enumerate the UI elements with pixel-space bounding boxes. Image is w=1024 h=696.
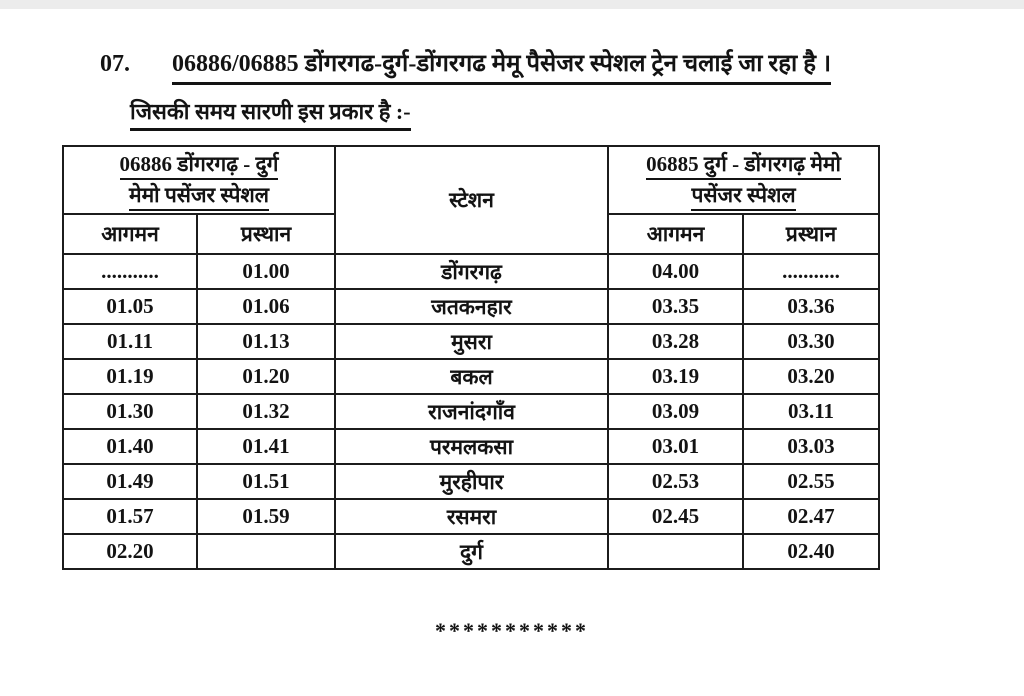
time-cell: 01.49	[63, 464, 197, 499]
station-cell: बकल	[335, 359, 608, 394]
time-cell: 01.51	[197, 464, 335, 499]
train-06886-header	[63, 146, 335, 214]
station-cell: राजनांदगाँव	[335, 394, 608, 429]
time-cell: ...........	[63, 254, 197, 289]
time-cell: 02.53	[608, 464, 743, 499]
time-cell: 01.13	[197, 324, 335, 359]
time-cell: 01.30	[63, 394, 197, 429]
station-cell: मुरहीपार	[335, 464, 608, 499]
left-departure-header: प्रस्थान	[197, 214, 335, 254]
time-cell: 02.45	[608, 499, 743, 534]
right-arrival-header: आगमन	[608, 214, 743, 254]
time-cell	[608, 534, 743, 569]
notice-heading-row	[100, 46, 980, 85]
footer-asterisks: ***********	[435, 618, 589, 643]
train-timetable	[62, 145, 880, 570]
scan-edge-strip	[0, 0, 1024, 9]
time-cell: 01.00	[197, 254, 335, 289]
table-row	[63, 254, 879, 289]
time-cell: 03.09	[608, 394, 743, 429]
time-cell: 01.06	[197, 289, 335, 324]
train-06886-title-line1: 06886 डोंगरगढ़ - दुर्ग	[120, 151, 279, 180]
time-cell: 03.36	[743, 289, 879, 324]
time-cell: 01.19	[63, 359, 197, 394]
time-cell: 02.20	[63, 534, 197, 569]
notice-title: 06886/06885 डोंगरगढ-दुर्ग-डोंगरगढ मेमू पैसेजर स्पेशल ट्रेन चलाई जा रहा है ।	[172, 46, 831, 85]
table-row	[63, 359, 879, 394]
time-cell: 03.01	[608, 429, 743, 464]
table-row	[63, 534, 879, 569]
time-cell: 01.57	[63, 499, 197, 534]
table-row	[63, 394, 879, 429]
time-cell: 01.20	[197, 359, 335, 394]
station-cell: परमलकसा	[335, 429, 608, 464]
time-cell: 02.40	[743, 534, 879, 569]
train-06885-header	[608, 146, 879, 214]
item-number: 07.	[100, 51, 130, 77]
station-cell: मुसरा	[335, 324, 608, 359]
time-cell: 02.55	[743, 464, 879, 499]
timetable-body	[63, 254, 879, 569]
table-row	[63, 324, 879, 359]
train-06885-title-line2: पसेंजर स्पेशल	[691, 182, 795, 211]
time-cell: 02.47	[743, 499, 879, 534]
notice-subheading: जिसकी समय सारणी इस प्रकार है :-	[130, 96, 411, 131]
table-row	[63, 429, 879, 464]
time-cell: 03.11	[743, 394, 879, 429]
time-cell: 04.00	[608, 254, 743, 289]
time-cell: ...........	[743, 254, 879, 289]
station-cell: रसमरा	[335, 499, 608, 534]
time-cell: 03.20	[743, 359, 879, 394]
table-row	[63, 499, 879, 534]
group-header-row	[63, 146, 879, 214]
time-cell: 01.11	[63, 324, 197, 359]
time-cell: 03.35	[608, 289, 743, 324]
time-cell: 01.41	[197, 429, 335, 464]
table-row	[63, 464, 879, 499]
station-cell: जतकनहार	[335, 289, 608, 324]
time-cell	[197, 534, 335, 569]
time-cell: 01.40	[63, 429, 197, 464]
time-cell: 01.05	[63, 289, 197, 324]
left-arrival-header: आगमन	[63, 214, 197, 254]
station-cell: दुर्ग	[335, 534, 608, 569]
time-cell: 03.28	[608, 324, 743, 359]
table-row	[63, 289, 879, 324]
station-cell: डोंगरगढ़	[335, 254, 608, 289]
time-cell: 03.03	[743, 429, 879, 464]
time-cell: 03.30	[743, 324, 879, 359]
time-cell: 01.32	[197, 394, 335, 429]
train-06885-title-line1: 06885 दुर्ग - डोंगरगढ़ मेमो	[646, 151, 841, 180]
time-cell: 01.59	[197, 499, 335, 534]
station-column-header: स्टेशन	[335, 146, 608, 254]
right-departure-header: प्रस्थान	[743, 214, 879, 254]
time-cell: 03.19	[608, 359, 743, 394]
train-06886-title-line2: मेमो पसेंजर स्पेशल	[129, 182, 269, 211]
